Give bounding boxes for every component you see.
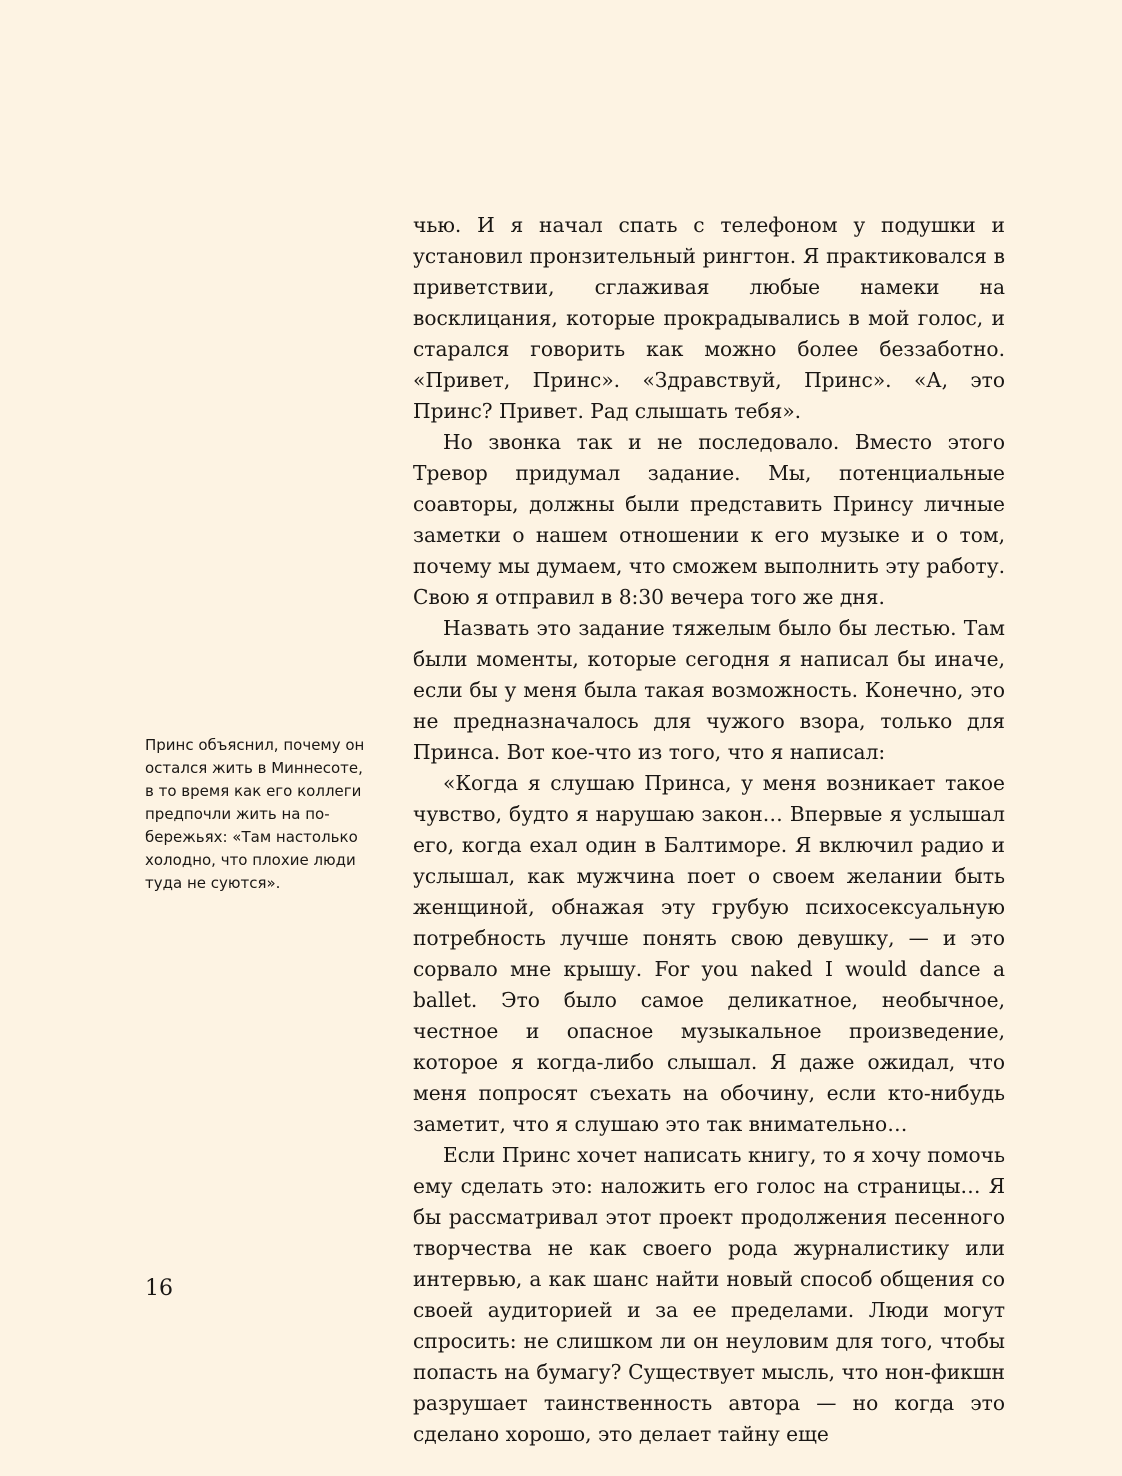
main-text-column [413,210,1005,1450]
paragraph-5: Если Принс хочет написать книгу, то я хочу помочь ему сделать это: наложить его голос на страницы… Я бы рассматривал этот проект продолжения песенного творчества не как своего рода журналистику или интервью, а как шанс найти новый способ общения со своей аудиторией и за ее пределами. Люди могут спросить: не слишком ли он неуловим для того, чтобы попасть на бумагу? Существует мысль, что нон-фикшн разрушает таинственность автора — но когда это сделано хорошо, это делает тайну еще [413,1143,1005,1446]
paragraph-2: Но звонка так и не последовало. Вместо этого Тревор придумал задание. Мы, потенциальные соавторы, должны были представить Принсу личные заметки о нашем отношении к его музыке и о том, почему мы думаем, что сможем выполнить эту работу. Свою я отправил в 8:30 вечера того же дня. [413,430,1005,609]
margin-note: Принс объяснил, почему он остался жить в Миннесоте, в то время как его коллеги предпочли жить на побережьях: «Там настолько холодно, что плохие люди туда не суются». [145,736,365,892]
paragraph-3: Назвать это задание тяжелым было бы лестью. Там были моменты, которые сегодня я написал бы иначе, если бы у меня была такая возможность. Конечно, это не предназначалось для чужого взора, только для Принса. Вот кое-что из того, что я написал: [413,616,1005,764]
page-number: 16 [145,1276,173,1301]
paragraph-4: «Когда я слушаю Принса, у меня возникает такое чувство, будто я нарушаю закон… Впервые я услышал его, когда ехал один в Балтиморе. Я включил радио и услышал, как мужчина поет о своем желании быть женщиной, обнажая эту грубую психосексуальную потребность лучше понять свою девушку, — и это сорвало мне крышу. For you naked I would dance a ballet. Это было самое деликатное, необычное, честное и опасное музыкальное произведение, которое я когда-либо слышал. Я даже ожидал, что меня попросят съехать на обочину, если кто-нибудь заметит, что я слушаю это так внимательно… [413,771,1005,1136]
paragraph-1: чью. И я начал спать с телефоном у подушки и установил пронзительный рингтон. Я практиковался в приветствии, сглаживая любые намеки на восклицания, которые прокрадывались в мой голос, и старался говорить как можно более беззаботно. «Привет, Принс». «Здравствуй, Принс». «А, это Принс? Привет. Рад слышать тебя». [413,213,1005,423]
